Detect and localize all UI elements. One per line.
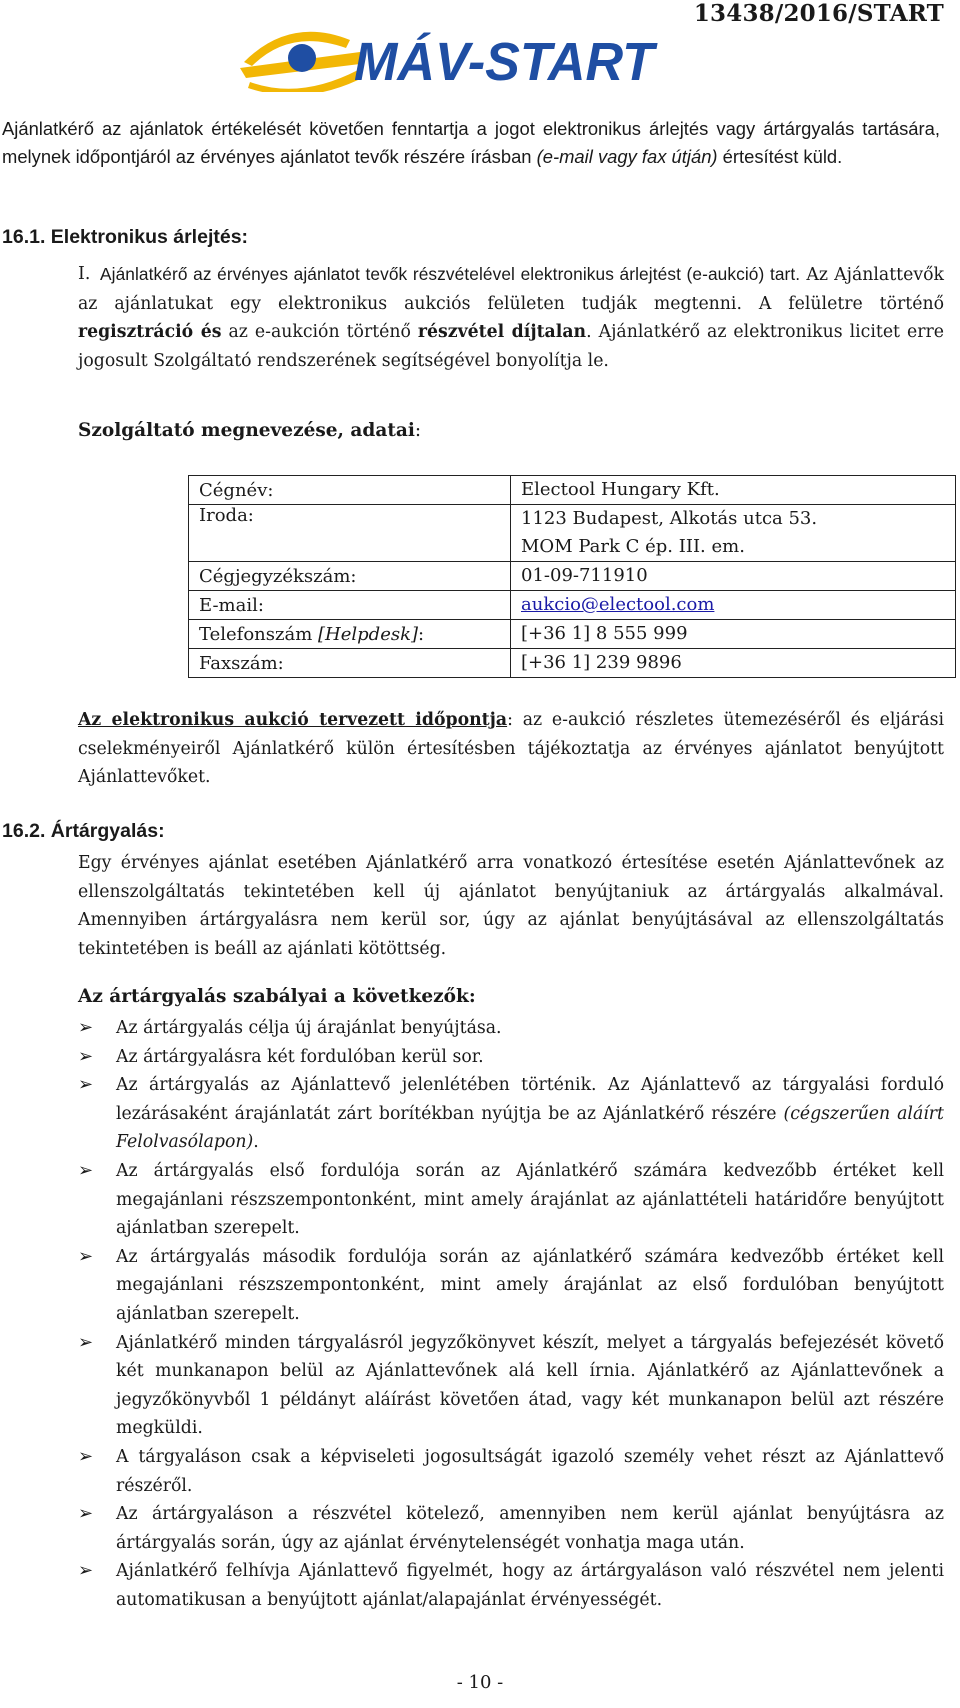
roman-numeral: I. <box>78 264 91 284</box>
rule-text: Az ártárgyalásra két fordulóban kerül sor. <box>116 1046 484 1067</box>
intro-paragraph <box>2 115 940 170</box>
rule-text: Az ártárgyaláson a részvétel kötelező, amennyiben nem kerül ajánlat benyújtásra az ártárgyalás során, úgy az ajánlat érvénytelenségét vonhatja maga után. <box>116 1504 944 1553</box>
intro-text-start: Ajánlatkérő az ajánlatok értékelését követően fenntartja a jogot elektronikus árlejtés vagy ártárgyalás tartására, melynek időpontjáról az érvényes ajánlatot tevők részére írásban <box>2 118 940 167</box>
list-item <box>78 1500 944 1557</box>
rule-text-end: . <box>253 1132 259 1153</box>
arrow-bullet-icon: ➢ <box>78 1159 94 1181</box>
section-16-1-item <box>78 260 944 375</box>
office-value-line-1: 1123 Budapest, Alkotás utca 53. <box>521 508 818 529</box>
rule-text: Az ártárgyalás második fordulója során az ajánlatkérő számára kedvezőbb értéket kell megajánlani részszempontonként, mint amely árajánlat az első fordulóban benyújtott ajánlatban szerepelt. <box>116 1246 944 1324</box>
intro-text-italic: (e-mail vagy fax útján) <box>536 145 718 167</box>
list-item <box>78 1243 944 1329</box>
office-value-line-2: MOM Park C ép. III. em. <box>521 536 745 557</box>
phone-label-italic: [Helpdesk] <box>318 623 419 645</box>
email-value-cell <box>511 591 956 620</box>
arrow-bullet-icon: ➢ <box>78 1560 94 1582</box>
section-16-1-bold-1: regisztráció és <box>78 322 222 343</box>
arrow-bullet-icon: ➢ <box>78 1445 94 1467</box>
office-label: Iroda: <box>189 505 511 562</box>
logo-wordmark: MÁV-START <box>354 32 658 92</box>
rule-text: Ajánlatkérő felhívja Ajánlattevő figyelmét, hogy az ártárgyaláson való részvétel nem jelenti automatikusan a benyújtott ajánlat/alapajánlat érvényességét. <box>116 1561 944 1610</box>
provider-heading-colon: : <box>414 420 422 441</box>
list-item <box>78 1043 944 1072</box>
logo-emblem <box>240 32 360 92</box>
section-16-1-lead: Ajánlatkérő az érvényes ajánlatot tevők részvételével elektronikus árlejtést (e-aukció) tart. <box>100 264 801 284</box>
provider-heading <box>78 420 421 441</box>
section-16-1-text-4: . Ajánlatkérő az elektronikus licitet erre jogosult Szolgáltató rendszerének segítségével bonyolítja le. <box>78 322 944 371</box>
fax-value: [+36 1] 239 9896 <box>511 649 956 678</box>
rule-text: Az ártárgyalás első fordulója során az Ajánlatkérő számára kedvezőbb értéket kell megajánlani részszempontonként, mint amely árajánlat az ajánlattételi határidőre benyújtott ajánlatban szerepelt. <box>116 1160 944 1239</box>
company-value: Electool Hungary Kft. <box>511 476 956 505</box>
auction-schedule-paragraph <box>78 706 944 792</box>
table-row <box>189 562 956 591</box>
phone-label-colon: : <box>418 623 425 645</box>
intro-text-end: értesítést küld. <box>717 145 843 167</box>
phone-label-text: Telefonszám <box>199 623 319 645</box>
list-item <box>78 1329 944 1443</box>
section-16-1-bold-2: részvétel díjtalan <box>417 322 587 343</box>
list-item <box>78 1557 944 1614</box>
arrow-bullet-icon: ➢ <box>78 1045 94 1067</box>
rule-text: Az ártárgyalás célja új árajánlat benyújtása. <box>116 1018 502 1038</box>
list-item <box>78 1443 944 1500</box>
arrow-bullet-icon: ➢ <box>78 1331 94 1353</box>
arrow-bullet-icon: ➢ <box>78 1245 94 1267</box>
provider-heading-text: Szolgáltató megnevezése, adatai <box>78 420 415 441</box>
section-16-1-text-3: az e-aukción történő <box>221 322 418 343</box>
phone-label <box>189 620 511 649</box>
section-16-2-paragraph: Egy érvényes ajánlat esetében Ajánlatkérő arra vonatkozó értesítése esetén Ajánlattevőnek az ellenszolgáltatás tekintetében kell új ajánlatot benyújtaniuk az ártárgyalás alkalmával. Amennyiben ártárgyalásra nem kerül sor, úgy az ajánlat benyújtásával az ellenszolgáltatás tekintetében is beáll az ajánlati kötöttség. <box>78 853 944 959</box>
email-label: E-mail: <box>189 591 511 620</box>
email-link[interactable]: aukcio@electool.com <box>521 594 715 615</box>
table-row <box>189 649 956 678</box>
table-row <box>189 505 956 562</box>
rule-text: Az ártárgyalás az Ajánlattevő jelenlétében történik. Az Ajánlattevő az tárgyalási forduló lezárásaként árajánlatát zárt borítékban nyújtja be az Ajánlatkérő részére <box>116 1075 944 1124</box>
rules-heading: Az ártárgyalás szabályai a következők: <box>78 986 476 1007</box>
list-item <box>78 1014 944 1043</box>
arrow-bullet-icon: ➢ <box>78 1074 94 1096</box>
company-label: Cégnév: <box>189 476 511 505</box>
section-16-1-text-2: Az Ajánlattevők az ajánlatukat egy elektronikus aukciós felületen tudják megtenni. A felületre történő <box>78 265 944 314</box>
auction-schedule-text: : az e-aukció részletes ütemezéséről és eljárási cselekményeiről Ajánlatkérő külön értesítésben tájékoztatja az érvényes ajánlatot benyújtott Ajánlattevőket. <box>78 710 944 788</box>
registry-value: 01-09-711910 <box>511 562 956 591</box>
mav-start-logo <box>240 22 660 92</box>
table-row <box>189 620 956 649</box>
office-value <box>511 505 956 562</box>
rules-list <box>78 1014 944 1614</box>
phone-value: [+36 1] 8 555 999 <box>511 620 956 649</box>
arrow-bullet-icon: ➢ <box>78 1503 94 1525</box>
table-row <box>189 591 956 620</box>
section-16-1-body <box>78 260 944 375</box>
rule-text: A tárgyaláson csak a képviseleti jogosultságát igazoló személy vehet részt az Ajánlattevő részéről. <box>116 1446 944 1496</box>
provider-data-table <box>188 475 956 678</box>
section-16-1-heading: 16.1. Elektronikus árlejtés: <box>2 226 249 248</box>
document-number: 13438/2016/START <box>693 0 944 27</box>
registry-label: Cégjegyzékszám: <box>189 562 511 591</box>
page-number: - 10 - <box>456 1672 504 1693</box>
table-row <box>189 476 956 505</box>
auction-schedule-key: Az elektronikus aukció tervezett időpontja <box>78 710 508 730</box>
list-item <box>78 1157 944 1243</box>
rule-text: Ajánlatkérő minden tárgyalásról jegyzőkönyvet készít, melyet a tárgyalás befejezését követő két munkanapon belül az Ajánlattevőnek alá kell írnia. Ajánlatkérő az Ajánlattevőnek a jegyzőkönyvből 1 példányt aláírást követően átad, vagy két munkanapon belül azt részére megküldi. <box>116 1332 944 1439</box>
section-16-2-heading: 16.2. Ártárgyalás: <box>2 820 165 842</box>
list-item <box>78 1071 944 1157</box>
fax-label: Faxszám: <box>189 649 511 678</box>
rule-text-italic: (cégszerűen aláírt Felolvasólapon) <box>116 1103 944 1153</box>
arrow-bullet-icon: ➢ <box>78 1017 94 1038</box>
